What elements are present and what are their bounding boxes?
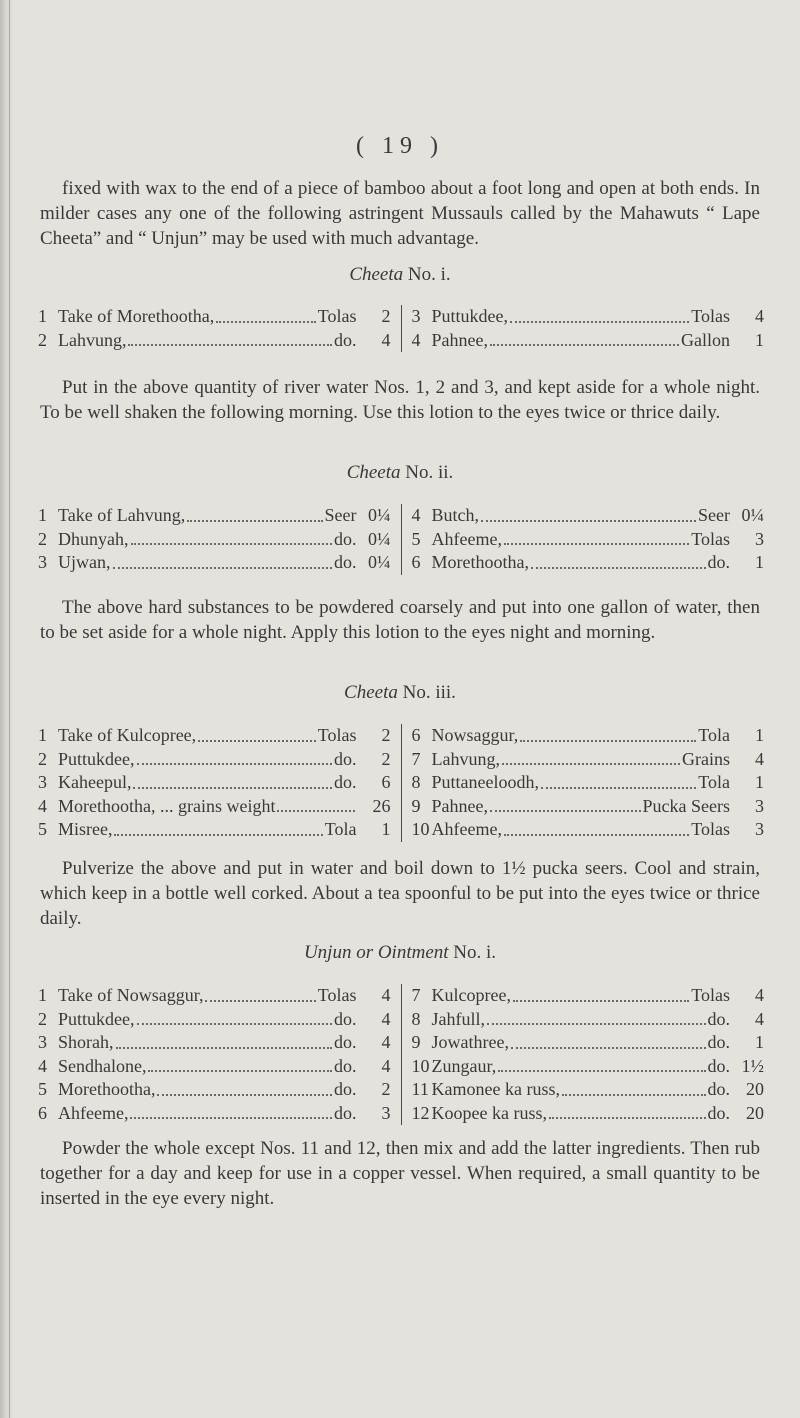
ingredient-row [412,748,765,772]
ingredient-unit: do. [334,1079,357,1099]
ingredient-number: 4 [411,505,421,525]
ingredient-unit: Gallon [681,329,730,350]
ingredient-name: Ahfeeme, [431,528,502,549]
ingredient-row [38,504,391,528]
dot-leader [148,1070,332,1072]
ingredient-row [38,1078,391,1102]
ingredient-row [412,504,765,528]
ingredient-unit: Tolas [691,306,730,326]
ingredient-quantity: 4 [381,1008,391,1029]
ingredient-unit: do. [707,1102,730,1123]
ingredient-number: 3 [38,772,47,792]
ingredient-number: 5 [411,528,421,549]
ingredient-number: 5 [38,819,47,839]
ingredient-number: 1 [38,505,47,525]
ingredient-name: Take of Nowsaggur, [58,985,204,1005]
ingredient-row [412,1055,765,1079]
ingredient-unit: do. [707,1079,730,1099]
ingredient-number: 7 [411,748,421,769]
ingredient-unit: Tola [324,819,357,839]
dot-leader [520,740,696,742]
dot-leader [198,740,316,742]
ingredient-number: 3 [38,552,47,572]
ingredient-unit: Tola [698,725,730,745]
ingredient-number: 2 [38,528,47,549]
dot-leader [541,787,696,789]
section-heading [0,942,800,964]
ingredient-name: Lahvung, [58,329,127,350]
dot-leader [511,1047,706,1049]
ingredient-quantity: 20 [746,1102,764,1123]
ingredient-name: Take of Kulcopree, [58,725,197,745]
ingredient-row [412,724,765,748]
ingredient-quantity: 1 [381,819,391,839]
dot-leader [481,520,696,522]
dot-leader [510,321,689,323]
ingredient-name: Puttaneeloodh, [431,772,539,792]
ingredients-column-right [401,724,765,842]
ingredient-name: Jahfull, [431,1008,485,1029]
page-number: ( 19 ) [356,133,444,159]
ingredient-name: Take of Lahvung, [58,505,186,525]
ingredient-quantity: 4 [755,748,764,769]
ingredient-number: 2 [38,329,47,350]
ingredient-quantity: 4 [381,985,391,1005]
ingredients-column-right [401,504,765,575]
ingredient-name: Pahnee, [431,329,488,350]
ingredient-unit: do. [334,1032,357,1052]
ingredient-row [412,1031,765,1055]
ingredient-row [38,1102,391,1126]
dot-leader [130,1117,332,1119]
intro-paragraph: fixed with wax to the end of a piece of bamboo about a foot long and open at both ends. In milder cases any one of the following astringent Mussauls called by the Mahawuts “ Lape Cheeta” and “ Unjun” may be used with much advantage. [40,178,760,249]
ingredient-quantity: 26 [372,795,391,816]
ingredient-number: 9 [411,1032,421,1052]
ingredients-table [38,984,764,1125]
ingredient-unit: do. [334,329,357,350]
ingredient-quantity: 4 [381,1032,391,1052]
ingredient-number: 8 [411,1008,421,1029]
dot-leader [216,321,316,323]
dot-leader [133,787,332,789]
ingredient-quantity: 1 [755,329,764,350]
ingredient-quantity: 2 [381,725,391,745]
ingredient-row [412,329,765,353]
ingredient-name: Koopee ka russ, [431,1102,547,1123]
ingredient-quantity: 0¼ [368,552,391,572]
section-heading-title: Cheeta [346,462,401,483]
ingredient-name: Puttukdee, [431,306,508,326]
ingredient-row [38,984,391,1008]
ingredient-number: 3 [411,306,421,326]
ingredient-number: 4 [38,795,47,816]
ingredient-name: Lahvung, [431,748,500,769]
ingredients-column-right [401,984,765,1125]
ingredient-name: Morethootha, ... grains weight [58,795,276,816]
ingredient-row [412,1078,765,1102]
ingredient-name: Shorah, [58,1032,114,1052]
ingredient-number: 6 [411,725,421,745]
ingredient-row [412,984,765,1008]
ingredient-unit: Grains [682,748,730,769]
ingredient-quantity: 6 [381,772,391,792]
ingredient-quantity: 20 [746,1079,764,1099]
ingredients-table [38,504,764,575]
ingredient-number: 1 [38,725,47,745]
ingredient-name: Puttukdee, [58,748,135,769]
ingredient-number: 2 [38,1008,47,1029]
ingredient-row [38,1008,391,1032]
ingredient-row [412,305,765,329]
ingredients-table [38,305,764,352]
ingredients-table [38,724,764,842]
dot-leader [562,1094,706,1096]
ingredient-quantity: 4 [381,1055,391,1076]
ingredient-quantity: 1 [755,552,764,572]
ingredient-number: 3 [38,1032,47,1052]
ingredient-number: 1 [38,306,47,326]
section-heading [0,462,800,484]
ingredient-unit: do. [334,748,357,769]
ingredient-row [412,795,765,819]
ingredient-quantity: 0¼ [741,505,764,525]
ingredient-unit: do. [334,1008,357,1029]
ingredient-row [412,528,765,552]
ingredient-number: 10 [411,1055,430,1076]
ingredient-number: 6 [411,552,421,572]
dot-leader [487,1023,706,1025]
ingredient-row [38,305,391,329]
ingredient-quantity: 2 [381,1079,391,1099]
ingredient-quantity: 4 [381,329,391,350]
ingredient-number: 7 [411,985,421,1005]
dot-leader [114,834,322,836]
ingredient-row [38,551,391,575]
ingredient-quantity: 3 [755,528,764,549]
directions-paragraph: Powder the whole except Nos. 11 and 12, then mix and add the latter ingredients. Then rub together for a day and keep for use in a copper vessel. When required, a small quantity to be inserted in the eye every night. [40,1138,760,1209]
ingredient-number: 4 [411,329,421,350]
ingredient-name: Jowathree, [431,1032,509,1052]
ingredient-quantity: 4 [755,985,764,1005]
ingredient-number: 9 [411,795,421,816]
ingredient-number: 2 [38,748,47,769]
section-heading-number: No. i. [403,264,451,285]
ingredient-unit: do. [334,552,357,572]
dot-leader [502,763,680,765]
ingredients-column-left [38,305,401,352]
ingredient-number: 12 [411,1102,430,1123]
ingredient-row [38,1055,391,1079]
ingredient-row [38,1031,391,1055]
ingredient-name: Misree, [58,819,113,839]
ingredient-name: Sendhalone, [58,1055,147,1076]
ingredient-name: Ujwan, [58,552,111,572]
ingredient-unit: do. [707,1055,730,1076]
dot-leader [504,543,689,545]
ingredient-name: Kamonee ka russ, [431,1079,560,1099]
section-heading-title: Cheeta [349,264,404,285]
ingredient-quantity: 2 [381,748,391,769]
dot-leader [128,344,332,346]
dot-leader [116,1047,333,1049]
ingredient-name: Morethootha, [58,1079,156,1099]
ingredients-column-left [38,724,401,842]
ingredient-unit: Tolas [317,985,357,1005]
ingredient-unit: do. [707,552,730,572]
ingredient-row [412,818,765,842]
section-heading [0,682,800,704]
ingredient-row [412,1008,765,1032]
ingredient-name: Kaheepul, [58,772,132,792]
directions-paragraph: Put in the above quantity of river water Nos. 1, 2 and 3, and kept aside for a whole night. To be well shaken the following morning. Use this lotion to the eyes twice or thrice daily. [40,377,760,423]
dot-leader [504,834,689,836]
ingredient-row [38,748,391,772]
directions-paragraph: The above hard substances to be powdered coarsely and put into one gallon of water, then to be set aside for a whole night. Apply this lotion to the eyes night and morning. [40,597,760,643]
ingredients-column-left [38,984,401,1125]
ingredient-unit: Tolas [317,725,357,745]
ingredient-quantity: 1 [755,772,764,792]
ingredient-unit: Tolas [691,528,730,549]
ingredient-unit: Tolas [691,819,730,839]
ingredient-unit: do. [334,772,357,792]
ingredient-quantity: 3 [755,795,764,816]
ingredient-name: Take of Morethootha, [58,306,215,326]
dot-leader [137,1023,333,1025]
ingredient-quantity: 3 [381,1102,391,1123]
dot-leader [205,1000,315,1002]
ingredients-column-left [38,504,401,575]
ingredient-number: 1 [38,985,47,1005]
ingredient-name: Ahfeeme, [58,1102,129,1123]
ingredient-quantity: 3 [755,819,764,839]
ingredient-unit: Seer [324,505,357,525]
ingredient-name: Nowsaggur, [431,725,519,745]
ingredient-quantity: 1 [755,725,764,745]
ingredient-unit: do. [334,528,357,549]
ingredient-number: 8 [411,772,421,792]
dot-leader [113,567,333,569]
dot-leader [498,1070,705,1072]
ingredient-name: Zungaur, [431,1055,497,1076]
ingredient-quantity: 1 [755,1032,764,1052]
ingredient-row [38,818,391,842]
ingredient-unit: do. [334,1055,357,1076]
dot-leader [131,543,333,545]
ingredient-name: Pahnee, [431,795,488,816]
dot-leader [513,1000,689,1002]
ingredient-row [38,771,391,795]
ingredient-quantity: 4 [755,1008,764,1029]
dot-leader [187,520,322,522]
ingredients-column-right [401,305,765,352]
ingredient-name: Kulcopree, [431,985,511,1005]
ingredient-unit: do. [334,1102,357,1123]
section-heading-title: Unjun or Ointment [303,942,449,963]
ingredient-unit: do. [707,1008,730,1029]
dot-leader [137,763,333,765]
ingredient-row [412,1102,765,1126]
ingredient-name: Ahfeeme, [431,819,502,839]
ingredient-quantity: 2 [381,306,391,326]
directions-paragraph: Pulverize the above and put in water and boil down to 1½ pucka seers. Cool and strain, which keep in a bottle well corked. About a tea spoonful to be put into the eyes twice or thrice daily. [40,858,760,929]
dot-leader [277,810,354,812]
ingredient-name: Puttukdee, [58,1008,135,1029]
ingredient-unit: Pucka Seers [642,795,730,816]
ingredient-unit: Tolas [691,985,730,1005]
ingredient-number: 10 [411,819,430,839]
ingredient-row [412,771,765,795]
ingredient-number: 4 [38,1055,47,1076]
ingredient-unit: Seer [698,505,730,525]
ingredient-number: 5 [38,1079,47,1099]
ingredient-row [412,551,765,575]
ingredient-unit: do. [707,1032,730,1052]
ingredient-quantity: 1½ [741,1055,764,1076]
dot-leader [157,1094,332,1096]
ingredient-row [38,528,391,552]
ingredient-quantity: 0¼ [368,528,391,549]
section-heading-number: No. iii. [397,682,456,703]
ingredient-name: Butch, [431,505,479,525]
ingredient-number: 6 [38,1102,47,1123]
ingredient-number: 11 [411,1079,429,1099]
ingredient-name: Dhunyah, [58,528,129,549]
ingredient-row [38,724,391,748]
ingredient-quantity: 4 [755,306,764,326]
ingredient-name: Morethootha, [431,552,529,572]
section-heading-title: Cheeta [344,682,398,703]
section-heading [0,264,800,286]
ingredient-unit: Tola [698,772,730,792]
dot-leader [490,344,679,346]
dot-leader [531,567,706,569]
dot-leader [490,810,641,812]
section-heading-number: No. i. [448,942,497,963]
ingredient-row [38,329,391,353]
ingredient-quantity: 0¼ [368,505,391,525]
dot-leader [549,1117,706,1119]
ingredient-row [38,795,391,819]
ingredient-unit: Tolas [317,306,357,326]
section-heading-number: No. ii. [400,462,454,483]
